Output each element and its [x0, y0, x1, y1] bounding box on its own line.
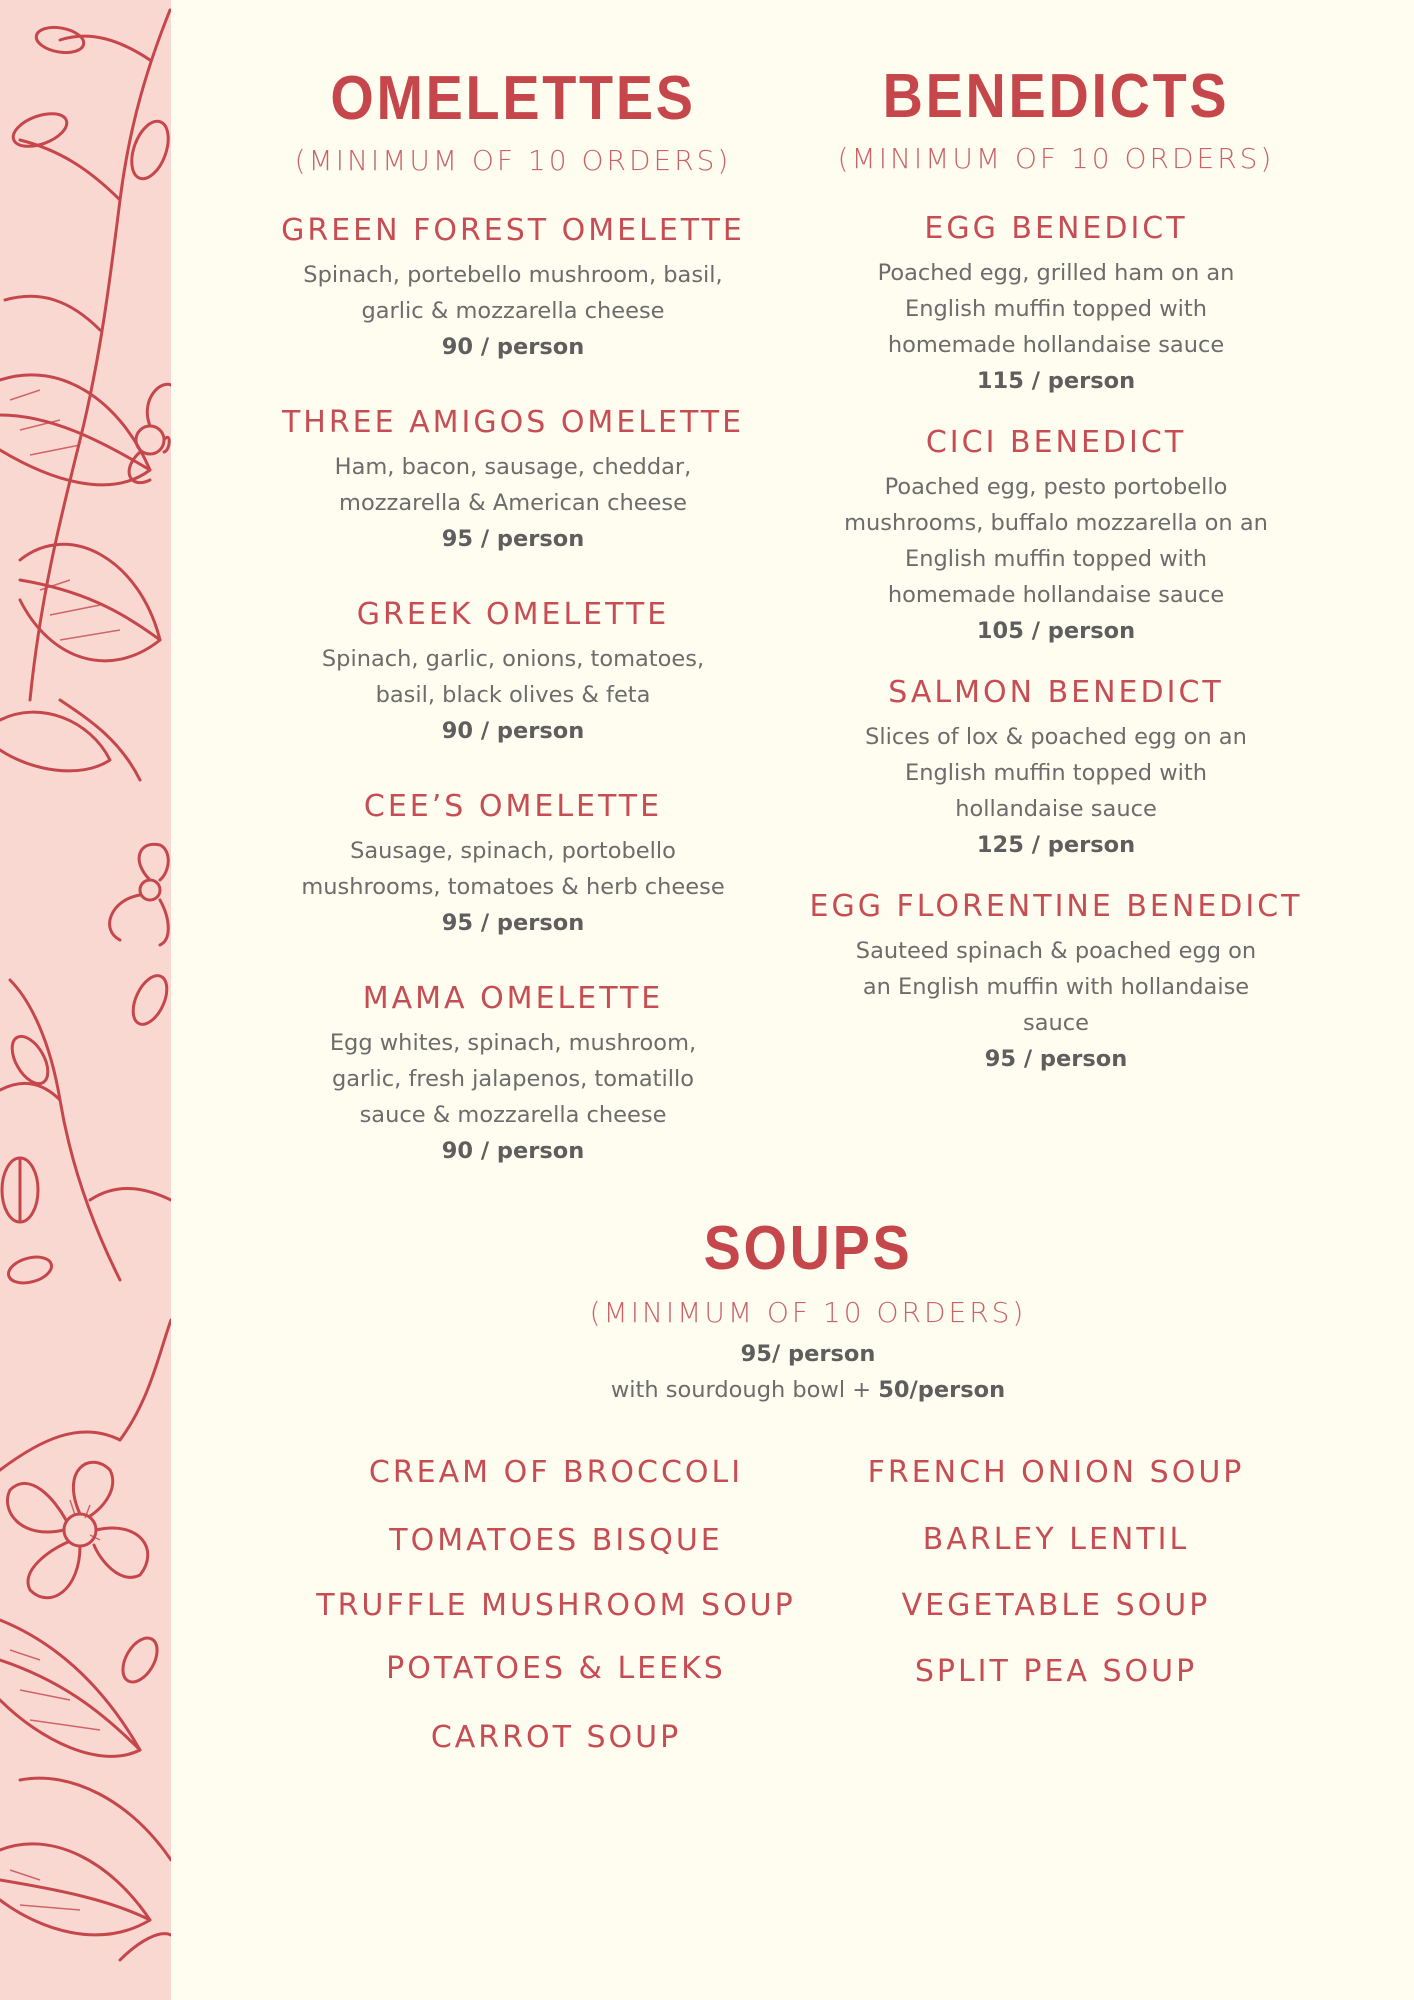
item-description: Poached egg, pesto portobello mushrooms, buffalo mozzarella on an English muffin topped with homemade hollandaise sauce [844, 473, 1268, 608]
menu-item-three-amigos-omelette [260, 406, 766, 557]
item-name: CEE’S OMELETTE [363, 789, 663, 824]
item-description: Slices of lox & poached egg on an English muffin topped with hollandaise sauce [865, 723, 1247, 822]
omelettes-heading: OMELETTES [330, 64, 696, 133]
menu-item-green-forest-omelette [260, 214, 766, 365]
item-description: Sausage, spinach, portobello mushrooms, tomatoes & herb cheese [301, 837, 725, 900]
soup-carrot: CARROT SOUP [430, 1720, 682, 1755]
benedicts-heading: BENEDICTS [882, 62, 1230, 131]
soups-section [560, 1214, 1056, 1408]
item-description: Spinach, portebello mushroom, basil, garlic & mozzarella cheese [303, 261, 723, 324]
soups-bowl-note: with sourdough bowl + 50/person [610, 1376, 1006, 1403]
menu-item-egg-florentine-benedict [800, 890, 1312, 1077]
item-price: 90 / person [441, 1137, 585, 1164]
item-description: Ham, bacon, sausage, cheddar, mozzarella & American cheese [334, 453, 692, 516]
item-name: THREE AMIGOS OMELETTE [281, 405, 745, 440]
soup-potatoes-leeks: POTATOES & LEEKS [386, 1651, 726, 1686]
item-price: 95 / person [441, 909, 585, 936]
floral-illustration-icon [0, 0, 171, 2000]
omelettes-subheading: (MINIMUM OF 10 ORDERS) [294, 144, 732, 177]
soup-barley-lentil: BARLEY LENTIL [922, 1522, 1190, 1557]
soups-subheading: (MINIMUM OF 10 ORDERS) [589, 1296, 1027, 1329]
item-price: 90 / person [441, 333, 585, 360]
item-name: CICI BENEDICT [925, 425, 1187, 460]
menu-item-mama-omelette [260, 982, 766, 1169]
item-name: SALMON BENEDICT [888, 675, 1224, 710]
menu-item-cici-benedict [800, 426, 1312, 649]
soup-split-pea: SPLIT PEA SOUP [914, 1654, 1198, 1689]
item-name: GREEK OMELETTE [356, 597, 670, 632]
item-name: MAMA OMELETTE [362, 981, 664, 1016]
item-description: Spinach, garlic, onions, tomatoes, basil, black olives & feta [321, 645, 705, 708]
soups-price: 95/ person [740, 1340, 876, 1367]
omelettes-section [260, 64, 766, 1164]
soups-heading: SOUPS [703, 1214, 913, 1283]
floral-side-panel [0, 0, 171, 2000]
item-name: EGG BENEDICT [924, 211, 1188, 246]
item-name: EGG FLORENTINE BENEDICT [809, 889, 1303, 924]
item-price: 105 / person [976, 617, 1136, 644]
item-price: 90 / person [441, 717, 585, 744]
item-description: Egg whites, spinach, mushroom, garlic, fresh jalapenos, tomatillo sauce & mozzarella cheese [329, 1029, 697, 1128]
soup-tomatoes-bisque: TOMATOES BISQUE [389, 1523, 723, 1558]
benedicts-section [800, 62, 1312, 1072]
menu-item-cees-omelette [260, 790, 766, 941]
soup-cream-of-broccoli: CREAM OF BROCCOLI [368, 1455, 744, 1490]
item-name: GREEN FOREST OMELETTE [281, 213, 745, 248]
item-description: Sauteed spinach & poached egg on an English muffin with hollandaise sauce [855, 937, 1257, 1036]
soup-french-onion: FRENCH ONION SOUP [867, 1455, 1245, 1490]
menu-item-salmon-benedict [800, 676, 1312, 863]
item-price: 95 / person [984, 1045, 1128, 1072]
menu-item-egg-benedict [800, 212, 1312, 399]
item-price: 95 / person [441, 525, 585, 552]
soup-truffle-mushroom: TRUFFLE MUSHROOM SOUP [316, 1588, 796, 1623]
item-price: 125 / person [976, 831, 1136, 858]
item-description: Poached egg, grilled ham on an English muffin topped with homemade hollandaise sauce [877, 259, 1235, 358]
menu-item-greek-omelette [260, 598, 766, 749]
item-price: 115 / person [976, 367, 1136, 394]
benedicts-subheading: (MINIMUM OF 10 ORDERS) [837, 142, 1275, 175]
soup-vegetable: VEGETABLE SOUP [901, 1588, 1211, 1623]
